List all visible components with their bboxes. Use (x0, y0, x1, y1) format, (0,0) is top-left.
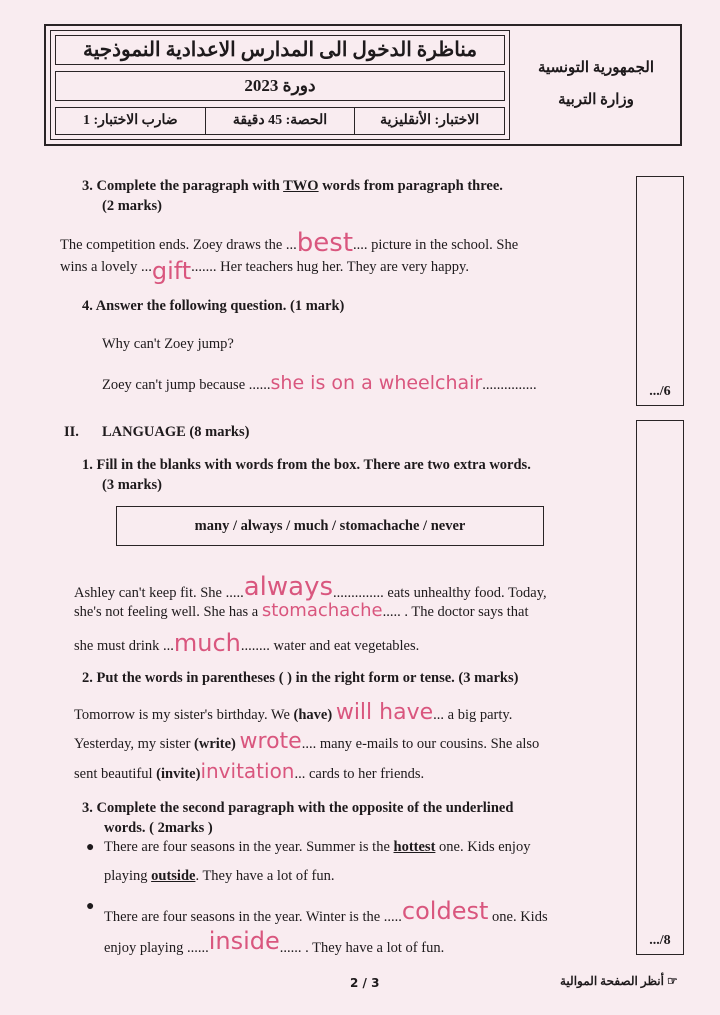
lang-q1-marks: (3 marks) (102, 477, 163, 493)
text: The competition ends. Zoey draws the ... (60, 237, 297, 253)
republic-label: الجمهورية التونسية (537, 60, 655, 76)
underlined-word: hottest (393, 839, 436, 855)
text: Zoey can't jump because ...... (102, 377, 271, 393)
exam-duration: الحصة: 45 دقيقة (205, 108, 355, 134)
text: There are four seasons in the year. Summer is the (104, 839, 394, 855)
bullet-1-line-1 (104, 839, 530, 856)
q3-title-underlined: TWO (283, 178, 319, 194)
text: ...... . They have a lot of fun. (279, 940, 445, 956)
pointing-hand-icon: ☞ (666, 974, 678, 988)
exam-info-box (50, 30, 510, 140)
text: ....... Her teachers hug her. They are very happy. (191, 259, 469, 275)
bullet-2-line-2 (104, 927, 444, 957)
score-box-2 (636, 420, 684, 955)
lang-q1-line-1 (74, 572, 547, 602)
text: Tomorrow is my sister's birthday. We (74, 707, 294, 723)
verb-hint: (invite) (156, 766, 201, 782)
score-box-1 (636, 176, 684, 406)
handwritten-answer: will have (335, 700, 434, 725)
exam-subject: الاختبار: الأنقليزية (354, 108, 504, 134)
bullet-1-line-2 (104, 868, 335, 885)
text: ............... (482, 377, 537, 393)
ministry-box (516, 30, 676, 140)
q4-question: Why can't Zoey jump? (102, 336, 234, 352)
lang-q3-title-line-1: 3. Complete the second paragraph with the opposite of the underlined (82, 800, 514, 816)
handwritten-answer: she is on a wheelchair (270, 372, 483, 394)
text: There are four seasons in the year. Winter is the ..... (104, 909, 402, 925)
score-2: .../8 (649, 933, 671, 948)
bullet-2-line-1 (104, 897, 548, 926)
lang-q1-line-3 (74, 629, 419, 657)
score-1: .../6 (649, 384, 671, 399)
section-title: LANGUAGE (8 marks) (102, 424, 250, 440)
page-number: 2 / 3 (350, 976, 380, 990)
q4-title: 4. Answer the following question. (1 mark) (82, 298, 345, 314)
text: ........ water and eat vegetables. (240, 638, 420, 654)
exam-title: مناظرة الدخول الى المدارس الاعدادية النموذجية (55, 35, 505, 65)
q3-title (82, 178, 503, 195)
text: enjoy playing ...... (104, 940, 209, 956)
q4-answer-line (102, 372, 537, 394)
verb-hint: (have) (293, 707, 333, 723)
exam-coefficient: ضارب الاختبار: 1 (82, 113, 178, 128)
text: ..... . The doctor says that (382, 604, 529, 620)
text: . They have a lot of fun. (195, 868, 335, 884)
exam-details-row (55, 107, 505, 135)
section-number: II. (64, 424, 79, 440)
lang-q3-title-line-2: words. ( 2marks ) (104, 820, 213, 836)
handwritten-answer: much (173, 629, 241, 657)
text: one. Kids (488, 909, 548, 925)
handwritten-answer: wrote (239, 729, 302, 754)
text: Ashley can't keep fit. She ..... (74, 585, 244, 601)
text: sent beautiful (74, 766, 157, 782)
text: one. Kids enjoy (435, 839, 531, 855)
exam-session: دورة 2023 (55, 71, 505, 101)
text: Yesterday, my sister (74, 736, 195, 752)
bullet-icon: ● (86, 840, 95, 855)
q3-line-1 (60, 228, 518, 258)
text: wins a lovely ... (60, 259, 152, 275)
bullet-icon: ● (86, 899, 95, 914)
next-page-label: أنظر الصفحة الموالية (560, 974, 664, 988)
verb-hint: (write) (194, 736, 236, 752)
text: she's not feeling well. She has a (74, 604, 259, 620)
text: ... a big party. (433, 707, 513, 723)
q3-title-part: words from paragraph three. (318, 178, 503, 194)
q3-line-2 (60, 257, 469, 285)
handwritten-answer: inside (208, 927, 280, 955)
text: .............. eats unhealthy food. Today, (333, 585, 547, 601)
next-page-note (560, 974, 678, 989)
word-box: many / always / much / stomachache / never (116, 506, 544, 546)
handwritten-answer: invitation (200, 759, 295, 783)
lang-q2-title: 2. Put the words in parentheses ( ) in the right form or tense. (3 marks) (82, 670, 519, 686)
lang-q1-line-2 (74, 600, 529, 621)
text: .... picture in the school. She (353, 237, 519, 253)
underlined-word: outside (151, 868, 196, 884)
text: playing (104, 868, 152, 884)
handwritten-answer: stomachache (261, 600, 383, 621)
ministry-label: وزارة التربية (558, 92, 634, 108)
text: she must drink ... (74, 638, 174, 654)
text: .... many e-mails to our cousins. She also (301, 736, 540, 752)
lang-q1-title: 1. Fill in the blanks with words from the box. There are two extra words. (82, 457, 531, 473)
q3-title-part: 3. Complete the paragraph with (82, 178, 284, 194)
lang-q2-line-3 (74, 759, 424, 783)
handwritten-answer: coldest (401, 897, 489, 925)
lang-q2-line-1 (74, 700, 512, 725)
handwritten-answer: gift (151, 257, 192, 285)
handwritten-answer: best (296, 228, 354, 258)
text: ... cards to her friends. (294, 766, 425, 782)
q3-marks: (2 marks) (102, 198, 163, 214)
handwritten-answer: always (243, 572, 334, 602)
lang-q2-line-2 (74, 729, 539, 754)
